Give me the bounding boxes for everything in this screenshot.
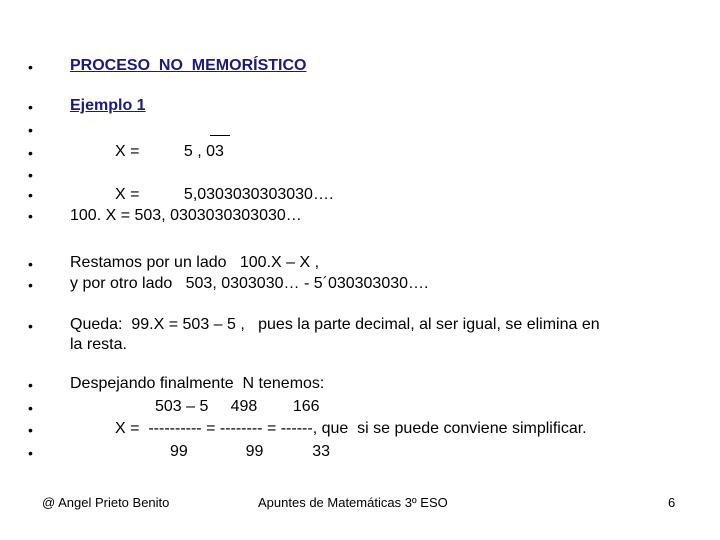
footer-author: @ Angel Prieto Benito xyxy=(42,495,170,510)
bullet: • xyxy=(28,187,33,203)
bullet: • xyxy=(28,59,33,75)
fraction-equation: X = ---------- = -------- = ------, que si se puede conviene simplificar. xyxy=(115,420,587,437)
bullet: • xyxy=(28,400,33,416)
bullet: • xyxy=(28,256,33,272)
equation-x-expanded: X = 5,0303030303030…. xyxy=(115,186,334,203)
bullet: • xyxy=(28,145,33,161)
bullet: • xyxy=(28,422,33,438)
text-restamos-1: Restamos por un lado 100.X – X , xyxy=(70,254,320,271)
slide-title: PROCESO NO MEMORÍSTICO xyxy=(70,57,307,74)
bullet: • xyxy=(28,377,33,393)
fraction-denominators: 99 99 33 xyxy=(170,443,331,460)
footer-course: Apuntes de Matemáticas 3º ESO xyxy=(258,495,448,510)
text-despejando: Despejando finalmente N tenemos: xyxy=(70,375,325,392)
equation-x-periodic: X = 5 , 03 xyxy=(115,143,224,160)
bullet: • xyxy=(28,122,33,138)
bullet: • xyxy=(28,167,33,183)
text-restamos-2: y por otro lado 503, 0303030… - 5´030303030…. xyxy=(70,275,429,292)
bullet: • xyxy=(28,445,33,461)
fraction-numerators: 503 – 5 498 166 xyxy=(155,398,320,415)
footer-page-number: 6 xyxy=(668,495,676,510)
example-label: Ejemplo 1 xyxy=(70,97,146,114)
text-queda-2: la resta. xyxy=(70,336,127,353)
repeating-decimal-bar xyxy=(210,135,230,136)
bullet: • xyxy=(28,318,33,334)
bullet: • xyxy=(28,277,33,293)
bullet: • xyxy=(28,99,33,115)
text-queda-1: Queda: 99.X = 503 – 5 , pues la parte decimal, al ser igual, se elimina en xyxy=(70,316,600,333)
equation-100x: 100. X = 503, 0303030303030… xyxy=(70,207,302,224)
bullet: • xyxy=(28,208,33,224)
